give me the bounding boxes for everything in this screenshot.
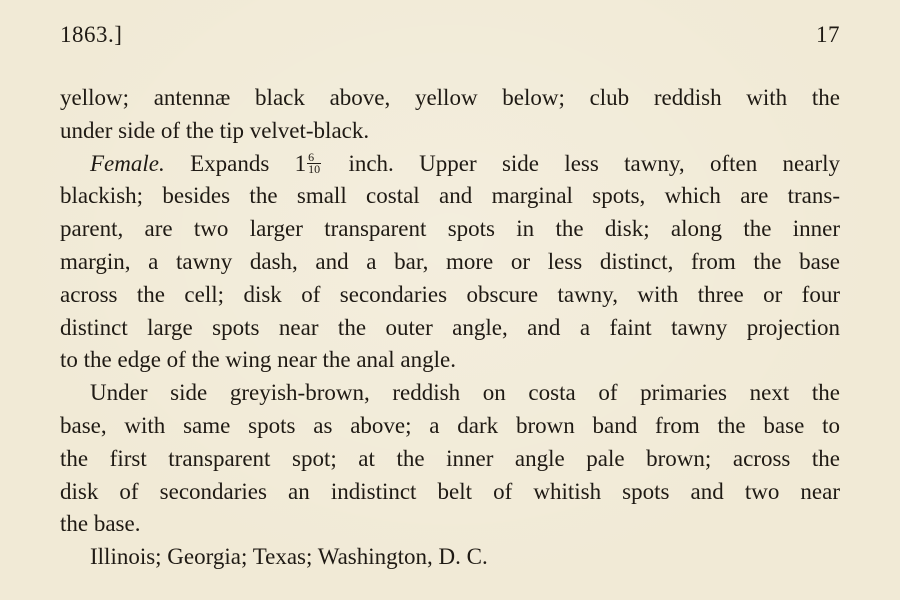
fraction-numerator: 6 [307,152,321,164]
text-line: blackish; besides the small costal and marginal spots, which are trans- [60,183,840,209]
header-year: 1863.] [60,22,123,47]
text-line: margin, a tawny dash, and a bar, more or less distinct, from the base [60,248,840,274]
text-line: to the edge of the wing near the anal angle. [60,347,456,373]
fraction [307,149,321,176]
expands-text: Expands 1 [190,150,307,176]
text-line: under side of the tip velvet-black. [60,117,370,143]
female-description-line [60,148,840,181]
text-line: yellow; antennæ black above, yellow below; club reddish with the [60,85,840,110]
body-text [60,82,840,574]
locality-line: Illinois; Georgia; Texas; Washington, D. C. [90,544,488,570]
text-line: Under side greyish-brown, reddish on costa of primaries next the [90,380,840,406]
page-number: 17 [816,22,840,47]
fraction-denominator: 10 [308,161,321,176]
text-line: the base. [60,511,141,537]
upper-side-text: inch. Upper side less tawny, often nearly [348,150,840,176]
text-line: disk of secondaries an indistinct belt of whitish spots and two near [60,478,840,504]
text-line: the first transparent spot; at the inner angle pale brown; across the [60,445,840,471]
text-line: parent, are two larger transparent spots in the disk; along the inner [60,216,840,242]
female-label: Female. [90,150,165,176]
running-header [60,22,840,52]
text-line: distinct large spots near the outer angle, and a faint tawny projection [60,314,840,340]
text-line: base, with same spots as above; a dark brown band from the base to [60,412,840,438]
text-line: across the cell; disk of secondaries obscure tawny, with three or four [60,281,840,307]
